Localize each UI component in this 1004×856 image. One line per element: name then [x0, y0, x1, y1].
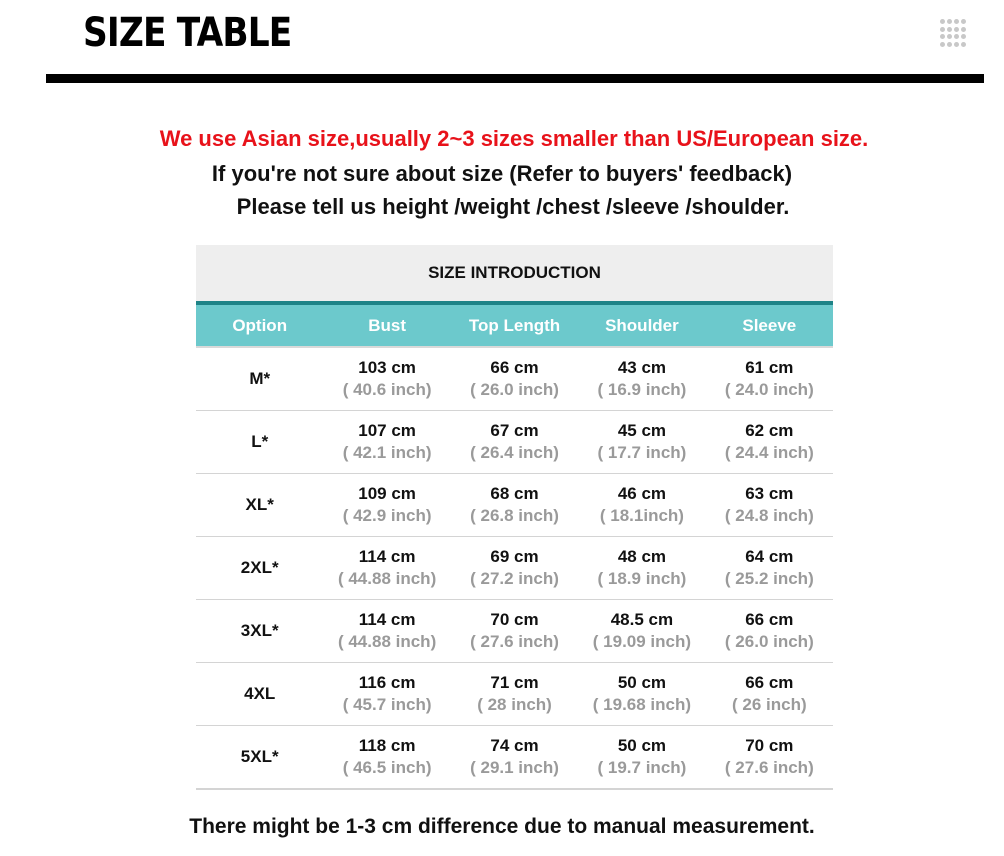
bust-inch-value: ( 40.6 inch) — [342, 380, 432, 399]
sleeve-inch-value: ( 24.4 inch) — [724, 443, 814, 462]
top-length-cm-value: 66 cm — [490, 358, 539, 377]
bust-inch-value: ( 42.9 inch) — [342, 506, 432, 525]
table-header-row — [196, 301, 833, 346]
shoulder-cell — [578, 537, 705, 599]
sleeve-inch-value: ( 26 inch) — [732, 695, 807, 714]
top-length-inch-value: ( 28 inch) — [477, 695, 552, 714]
bust-cell — [323, 600, 450, 662]
shoulder-cm-value: 48.5 cm — [610, 610, 674, 629]
top-length-cm-value: 71 cm — [490, 673, 539, 692]
top-length-cell — [451, 474, 578, 536]
table-row — [196, 726, 833, 790]
bust-cell — [323, 348, 450, 410]
column-header-shoulder: Shoulder — [605, 316, 679, 335]
shoulder-cell — [578, 411, 705, 473]
top-length-cm-value: 68 cm — [490, 484, 539, 503]
table-row — [196, 663, 833, 726]
table-row — [196, 348, 833, 411]
table-row — [196, 537, 833, 600]
size-option-cell: XL* — [245, 495, 274, 514]
size-option-cell: M* — [249, 369, 271, 388]
size-option-cell: 5XL* — [240, 747, 279, 766]
top-length-inch-value: ( 26.8 inch) — [470, 506, 559, 525]
measurement-request-line: Please tell us height /weight /chest /sleeve /shoulder. — [236, 194, 790, 219]
shoulder-cm-value: 50 cm — [617, 736, 667, 755]
top-length-cm-value: 69 cm — [490, 547, 539, 566]
top-length-inch-value: ( 27.2 inch) — [470, 569, 559, 588]
column-header-top-length: Top Length — [468, 316, 561, 335]
top-length-inch-value: ( 26.4 inch) — [470, 443, 559, 462]
column-header-bust: Bust — [368, 316, 406, 335]
sleeve-cm-value: 61 cm — [745, 358, 794, 377]
shoulder-cm-value: 50 cm — [617, 673, 667, 692]
sleeve-cell — [706, 600, 833, 662]
sleeve-cell — [706, 663, 833, 725]
shoulder-inch-value: ( 18.1inch) — [599, 506, 684, 525]
shoulder-cm-value: 43 cm — [617, 358, 667, 377]
bust-cm-value: 103 cm — [358, 358, 416, 377]
sleeve-cell — [706, 726, 833, 788]
bust-inch-value: ( 46.5 inch) — [342, 758, 432, 777]
top-length-cell — [451, 537, 578, 599]
top-length-cm-value: 67 cm — [490, 421, 539, 440]
sleeve-inch-value: ( 25.2 inch) — [724, 569, 814, 588]
bust-inch-value: ( 45.7 inch) — [342, 695, 432, 714]
size-option-cell: 3XL* — [240, 621, 279, 640]
shoulder-cell — [578, 663, 705, 725]
sleeve-inch-value: ( 27.6 inch) — [724, 758, 814, 777]
shoulder-cell — [578, 726, 705, 788]
top-length-inch-value: ( 29.1 inch) — [470, 758, 559, 777]
bust-inch-value: ( 42.1 inch) — [342, 443, 432, 462]
sleeve-cm-value: 70 cm — [745, 736, 794, 755]
bust-cell — [323, 663, 450, 725]
sleeve-cm-value: 62 cm — [745, 421, 794, 440]
sleeve-cell — [706, 474, 833, 536]
bust-cell — [323, 537, 450, 599]
bust-inch-value: ( 44.88 inch) — [337, 569, 437, 588]
grid-dots-icon[interactable] — [940, 19, 968, 47]
bust-cell — [323, 411, 450, 473]
shoulder-inch-value: ( 18.9 inch) — [597, 569, 687, 588]
bust-cm-value: 114 cm — [358, 610, 416, 629]
shoulder-cell — [578, 600, 705, 662]
bust-cm-value: 107 cm — [358, 421, 416, 440]
table-row — [196, 411, 833, 474]
shoulder-inch-value: ( 16.9 inch) — [597, 380, 687, 399]
shoulder-cm-value: 46 cm — [617, 484, 667, 503]
bust-inch-value: ( 44.88 inch) — [337, 632, 437, 651]
sleeve-cm-value: 63 cm — [745, 484, 794, 503]
sleeve-cm-value: 66 cm — [745, 673, 794, 692]
sleeve-cm-value: 66 cm — [745, 610, 794, 629]
top-length-cm-value: 74 cm — [490, 736, 539, 755]
sleeve-inch-value: ( 24.0 inch) — [724, 380, 814, 399]
shoulder-cm-value: 48 cm — [617, 547, 667, 566]
bust-cm-value: 118 cm — [358, 736, 416, 755]
bust-cell — [323, 474, 450, 536]
shoulder-cm-value: 45 cm — [617, 421, 667, 440]
shoulder-cell — [578, 474, 705, 536]
sleeve-cell — [706, 537, 833, 599]
sleeve-inch-value: ( 26.0 inch) — [724, 632, 814, 651]
asian-size-warning: We use Asian size,usually 2~3 sizes smaller than US/European size. — [159, 126, 869, 151]
top-length-cell — [451, 663, 578, 725]
size-option-cell: 4XL — [244, 684, 276, 703]
top-length-cell — [451, 348, 578, 410]
size-table — [196, 245, 833, 790]
bust-cm-value: 116 cm — [358, 673, 416, 692]
top-length-cell — [451, 600, 578, 662]
table-title: SIZE INTRODUCTION — [196, 245, 833, 301]
size-option-cell: 2XL* — [240, 558, 279, 577]
table-row — [196, 474, 833, 537]
bust-cm-value: 109 cm — [358, 484, 416, 503]
size-advice-line: If you're not sure about size (Refer to buyers' feedback) — [211, 161, 793, 186]
sleeve-cell — [706, 348, 833, 410]
measurement-disclaimer: There might be 1-3 cm difference due to manual measurement. — [189, 815, 815, 838]
sleeve-inch-value: ( 24.8 inch) — [724, 506, 814, 525]
column-header-option: Option — [232, 316, 288, 335]
top-length-cell — [451, 726, 578, 788]
shoulder-inch-value: ( 19.7 inch) — [597, 758, 687, 777]
shoulder-inch-value: ( 19.68 inch) — [592, 695, 692, 714]
table-row — [196, 600, 833, 663]
sleeve-cell — [706, 411, 833, 473]
table-body — [196, 346, 833, 790]
bust-cm-value: 114 cm — [358, 547, 416, 566]
top-length-inch-value: ( 26.0 inch) — [470, 380, 559, 399]
sleeve-cm-value: 64 cm — [745, 547, 794, 566]
shoulder-inch-value: ( 19.09 inch) — [592, 632, 692, 651]
top-length-cell — [451, 411, 578, 473]
page-title: SIZE TABLE — [83, 10, 292, 56]
top-length-cm-value: 70 cm — [490, 610, 539, 629]
shoulder-inch-value: ( 17.7 inch) — [597, 443, 687, 462]
column-header-sleeve: Sleeve — [742, 316, 797, 335]
shoulder-cell — [578, 348, 705, 410]
bust-cell — [323, 726, 450, 788]
header-divider — [46, 74, 984, 83]
size-option-cell: L* — [251, 432, 269, 451]
top-length-inch-value: ( 27.6 inch) — [470, 632, 559, 651]
